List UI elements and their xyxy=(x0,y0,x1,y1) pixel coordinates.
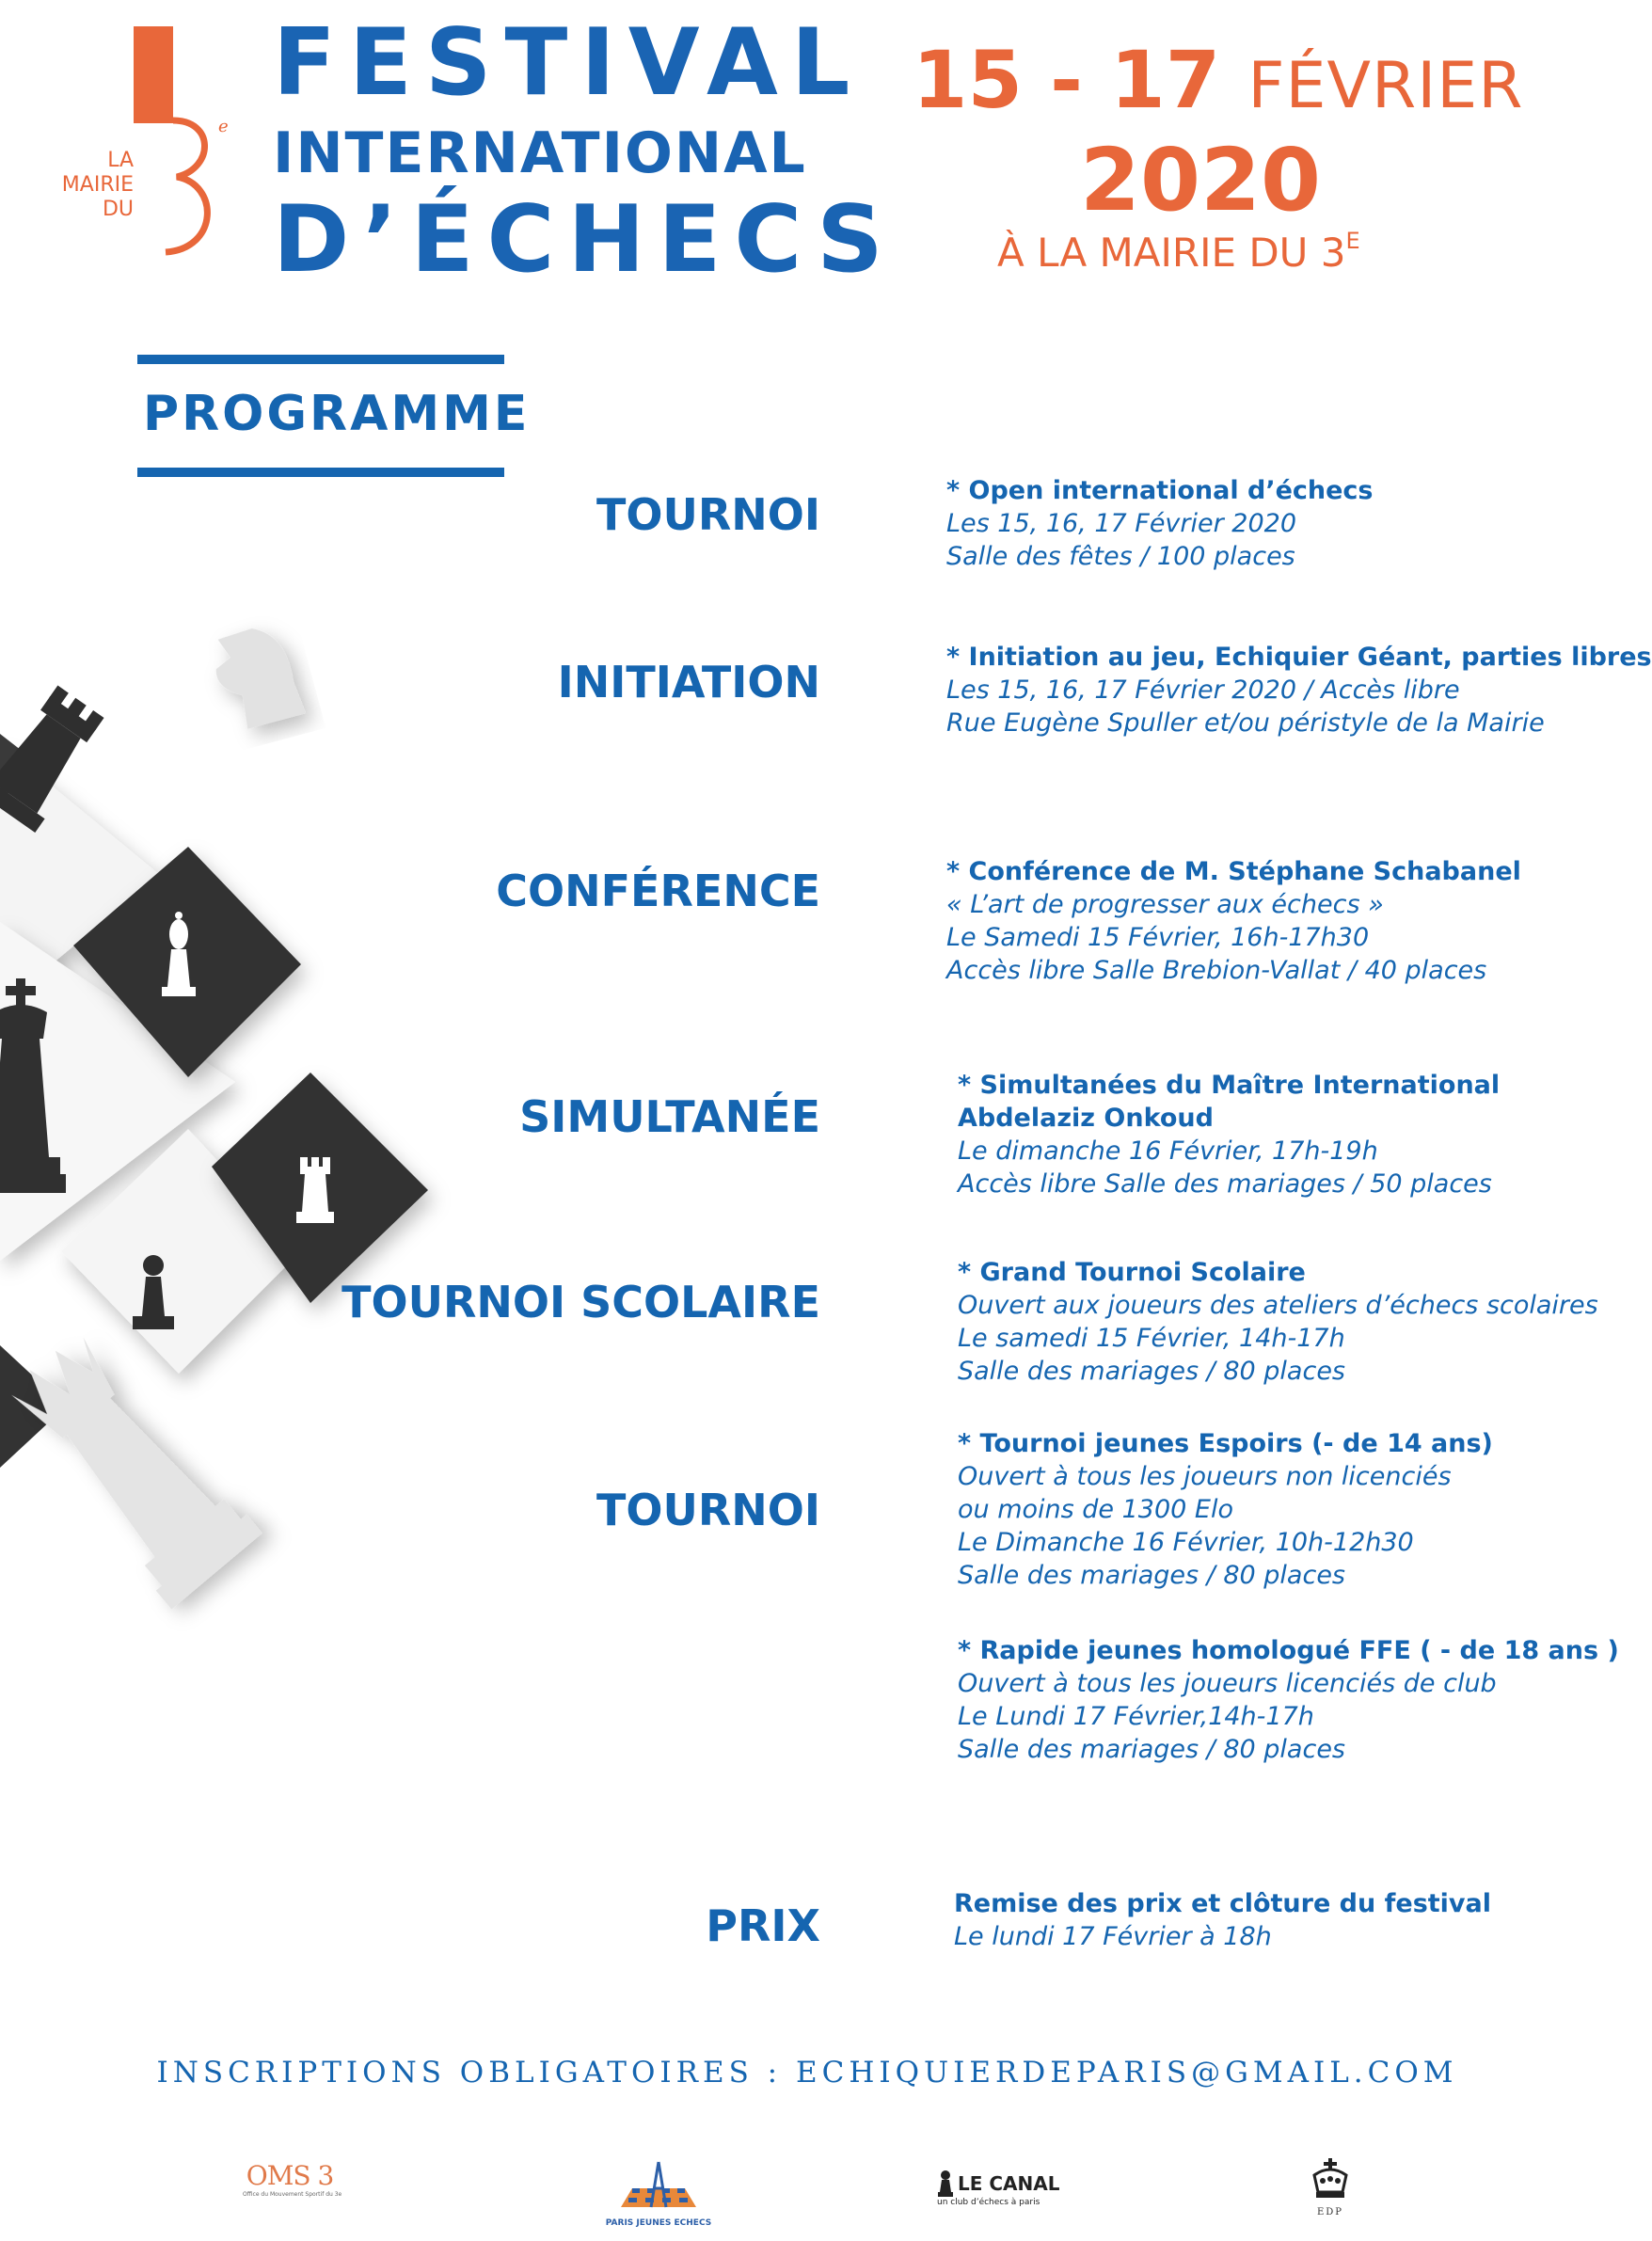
paris-jeunes-echecs-logo xyxy=(602,2160,715,2228)
category-simultanee: SIMULTANÉE xyxy=(519,1091,820,1142)
title-international: INTERNATIONAL xyxy=(273,120,807,186)
event-detail: Le dimanche 16 Février, 17h-19h xyxy=(958,1136,1378,1166)
le-canal-name: LE CANAL xyxy=(958,2172,1060,2195)
oms3-logo xyxy=(243,2160,342,2198)
date-month: FÉVRIER xyxy=(1247,49,1524,123)
title-festival: FESTIVAL xyxy=(273,9,864,117)
event-rapide-jeunes xyxy=(958,1634,1619,1766)
event-detail: Le Lundi 17 Février,14h-17h xyxy=(958,1702,1314,1731)
event-detail: Salle des fêtes / 100 places xyxy=(946,542,1295,571)
event-detail: Le samedi 15 Février, 14h-17h xyxy=(958,1324,1345,1353)
mairie-du: DU xyxy=(102,198,134,221)
date-days: 15 - 17 xyxy=(913,34,1221,126)
event-open-international xyxy=(946,474,1374,573)
event-detail: ou moins de 1300 Elo xyxy=(958,1495,1234,1524)
oms3-sub: Office du Mouvement Sportif du 3e xyxy=(243,2191,342,2198)
event-tournoi-scolaire xyxy=(958,1256,1598,1388)
event-heading-2: Abdelaziz Onkoud xyxy=(958,1104,1214,1133)
title-echecs: D’ÉCHECS xyxy=(273,186,897,294)
grey-queen-icon xyxy=(0,1323,262,1610)
event-detail: « L’art de progresser aux échecs » xyxy=(946,890,1384,919)
date-days-month xyxy=(913,34,1524,126)
event-heading: * Rapide jeunes homologué FFE ( - de 18 ans ) xyxy=(958,1636,1619,1665)
location-text: À LA MAIRIE DU 3 xyxy=(997,230,1346,276)
event-heading: * Grand Tournoi Scolaire xyxy=(958,1258,1306,1287)
event-detail: Ouvert aux joueurs des ateliers d’échecs scolaires xyxy=(958,1291,1598,1320)
event-conference xyxy=(946,855,1521,987)
programme-rule-bottom xyxy=(137,468,504,477)
mairie-mairie: MAIRIE xyxy=(61,173,134,197)
programme-rule-top xyxy=(137,355,504,364)
event-detail: Le Dimanche 16 Février, 10h-12h30 xyxy=(958,1528,1414,1557)
event-tournoi-espoirs xyxy=(958,1427,1493,1592)
mairie-logo-text xyxy=(41,149,134,222)
category-conference: CONFÉRENCE xyxy=(496,866,820,916)
event-detail: Le Samedi 15 Février, 16h-17h30 xyxy=(946,923,1370,952)
event-detail: Salle des mariages / 80 places xyxy=(958,1357,1346,1386)
event-detail: Rue Eugène Spuller et/ou péristyle de la Mairie xyxy=(946,708,1545,738)
pawn-icon xyxy=(937,2169,954,2198)
category-initiation: INITIATION xyxy=(557,657,820,707)
mairie-la: LA xyxy=(107,149,134,172)
event-heading: * Conférence de M. Stéphane Schabanel xyxy=(946,857,1521,886)
inscriptions-line: INSCRIPTIONS OBLIGATOIRES : ECHIQUIERDEPARIS@GMAIL.COM xyxy=(156,2056,1458,2090)
grey-knight-icon xyxy=(207,621,306,734)
edp-name: EDP xyxy=(1316,2207,1344,2217)
location-sup: E xyxy=(1345,228,1360,254)
event-detail: Les 15, 16, 17 Février 2020 / Accès libre xyxy=(946,675,1460,705)
event-initiation xyxy=(946,641,1652,739)
event-detail: Les 15, 16, 17 Février 2020 xyxy=(946,509,1297,538)
event-detail: Le lundi 17 Février à 18h xyxy=(954,1922,1272,1951)
event-detail: Ouvert à tous les joueurs licenciés de club xyxy=(958,1669,1497,1698)
mairie-sup: e xyxy=(218,117,229,136)
event-detail: Accès libre Salle Brebion-Vallat / 40 places xyxy=(946,956,1487,985)
event-simultanee xyxy=(958,1069,1500,1200)
king-crown-icon xyxy=(1307,2156,1354,2203)
oms3-name: OMS 3 xyxy=(246,2160,334,2191)
event-detail: Accès libre Salle des mariages / 50 places xyxy=(958,1169,1492,1199)
category-tournoi-open: TOURNOI xyxy=(596,489,820,540)
event-heading: Remise des prix et clôture du festival xyxy=(954,1889,1491,1918)
eiffel-chessboard-icon xyxy=(612,2160,706,2215)
edp-logo xyxy=(1302,2156,1358,2217)
category-tournoi-scolaire: TOURNOI SCOLAIRE xyxy=(342,1277,820,1327)
event-prix xyxy=(954,1887,1491,1953)
le-canal-logo xyxy=(937,2169,1069,2207)
date-year: 2020 xyxy=(1080,130,1322,230)
category-tournoi-espoirs: TOURNOI xyxy=(596,1485,820,1535)
event-heading: * Initiation au jeu, Echiquier Géant, parties libres xyxy=(946,643,1652,672)
event-detail: Salle des mariages / 80 places xyxy=(958,1735,1346,1764)
event-detail: Ouvert à tous les joueurs non licenciés xyxy=(958,1462,1452,1491)
event-detail: Salle des mariages / 80 places xyxy=(958,1561,1346,1590)
le-canal-sub: un club d’échecs à paris xyxy=(937,2198,1040,2207)
paris-jeunes-echecs-name: PARIS JEUNES ECHECS xyxy=(605,2218,712,2228)
event-heading: * Open international d’échecs xyxy=(946,476,1374,505)
programme-title: PROGRAMME xyxy=(143,386,531,442)
location xyxy=(997,230,1360,276)
chess-illustration xyxy=(0,602,442,1562)
event-heading: * Tournoi jeunes Espoirs (- de 14 ans) xyxy=(958,1429,1493,1458)
event-heading: * Simultanées du Maître International xyxy=(958,1071,1501,1100)
category-prix: PRIX xyxy=(706,1900,820,1951)
